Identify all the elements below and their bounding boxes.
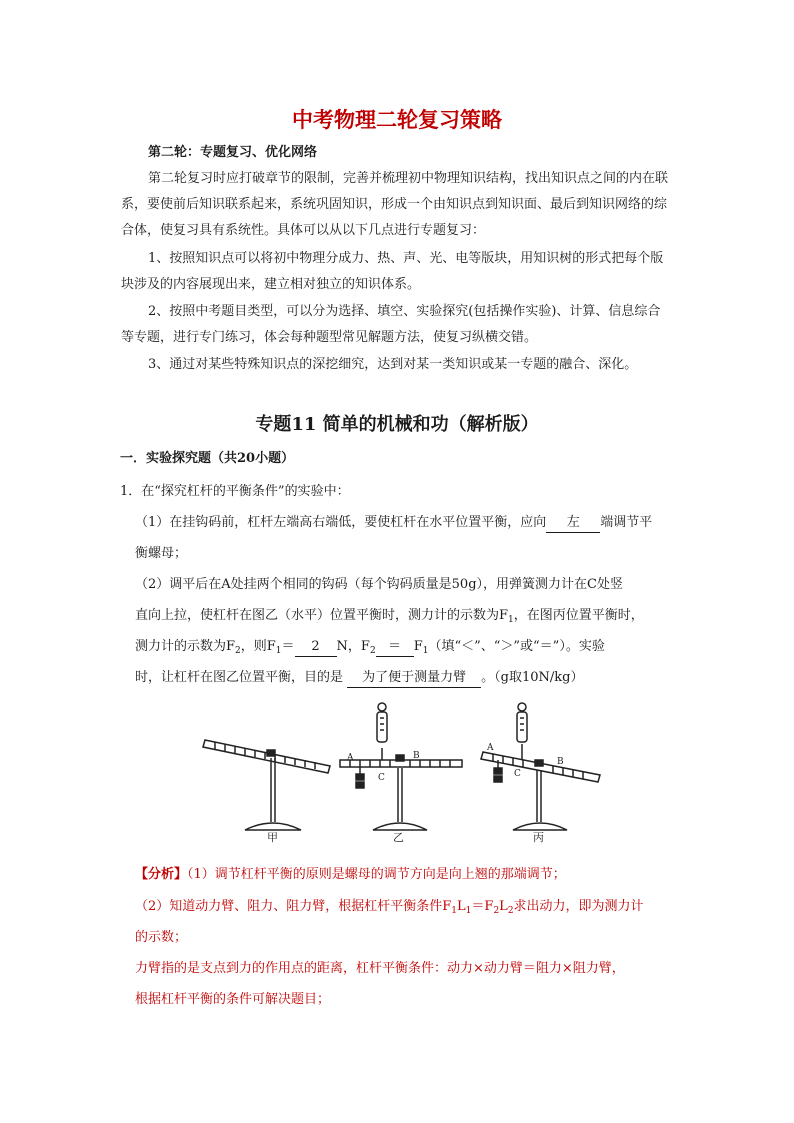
- page-title: 中考物理二轮复习策略: [292, 107, 502, 132]
- analysis-line5: 根据杠杆平衡的条件可解决题目；: [135, 992, 331, 1007]
- q1-part2-line2: [135, 607, 644, 626]
- intro-subtitle: 第二轮：专题复习、优化网络: [148, 145, 318, 160]
- subscript: 1: [508, 615, 514, 625]
- subscript: 1: [465, 906, 472, 916]
- subscript: 2: [369, 646, 376, 656]
- intro-p1-line2: 系，要使前后知识联系起来，系统巩固知识，形成一个由知识点到知识面、最后到知识网络的综: [121, 197, 668, 212]
- intro-p2-line2: 块涉及的内容展现出来，建立相对独立的知识体系。: [121, 277, 421, 292]
- q1-part2-line3: [135, 638, 605, 657]
- analysis-text: L: [457, 899, 466, 914]
- q1-text: ，则F: [240, 639, 276, 654]
- q1-part2-text: 直向上拉，使杠杆在图乙（水平）位置平衡时，测力计的示数为F: [135, 608, 509, 623]
- answer-blank-1: 左: [546, 514, 600, 533]
- intro-p1-line1: 第二轮复习时应打破章节的限制，完善并梳理初中物理知识结构，找出知识点之间的内在联: [148, 171, 669, 186]
- analysis-text: （2）知道动力臂、阻力、阻力臂，根据杠杆平衡条件F: [135, 899, 452, 914]
- lever-yi: [340, 703, 462, 830]
- analysis-line3: 的示数；: [135, 930, 188, 945]
- answer-blank-4: 为了便于测量力臂: [347, 669, 481, 688]
- subscript: 1: [275, 646, 282, 656]
- analysis-text: 求出动力，即为测力计: [513, 899, 644, 914]
- intro-p2-line1: 1、按照知识点可以将初中物理分成力、热、声、光、电等版块，用知识树的形式把每个版: [148, 251, 664, 266]
- analysis-tag: 【分析】: [135, 867, 188, 882]
- label-c-bing: C: [514, 769, 521, 779]
- label-b-bing: B: [557, 757, 564, 767]
- lever-jia: [203, 740, 330, 830]
- label-bing: 丙: [533, 831, 544, 844]
- q1-text: 。（g取10N/kg）: [481, 670, 584, 685]
- q1-part1-line2: 衡螺母；: [135, 546, 188, 561]
- q1-text: 测力计的示数为F: [135, 639, 236, 654]
- analysis-line4: 力臂指的是支点到力的作用点的距离，杠杆平衡条件：动力×动力臂＝阻力×阻力臂，: [135, 961, 625, 976]
- label-b-yi: B: [413, 751, 420, 761]
- answer-blank-3: ＝: [376, 638, 414, 657]
- label-yi: 乙: [393, 831, 404, 844]
- intro-p3-line1: 2、按照中考题目类型，可以分为选择、填空、实验探究(包括操作实验)、计算、信息综合: [148, 304, 661, 319]
- subscript: 1: [451, 906, 458, 916]
- q1-part1-text: （1）在挂钩码前，杠杆左端高右端低，要使杠杆在水平位置平衡，应向: [135, 515, 547, 530]
- lever-figure: [195, 700, 615, 845]
- lever-bing: [481, 703, 600, 830]
- label-c-yi: C: [378, 773, 385, 783]
- subscript: 2: [235, 646, 241, 656]
- q1-text: N，F: [336, 639, 370, 654]
- subscript: 2: [493, 906, 500, 916]
- label-jia: 甲: [267, 831, 278, 844]
- q1-part2-line4: [135, 669, 583, 688]
- q1-part2-line1: （2）调平后在A处挂两个相同的钩码（每个钩码质量是50g），用弹簧测力计在C处竖: [135, 577, 623, 592]
- intro-p1-line3: 合体，使复习具有系统性。具体可以从以下几点进行专题复习：: [121, 223, 486, 238]
- analysis-text: （1）调节杠杆平衡的原则是螺母的调节方向是向上翘的那端调节；: [187, 867, 566, 882]
- q1-stem: 1．在“探究杠杆的平衡条件”的实验中：: [120, 484, 350, 499]
- intro-p3-line2: 等专题，进行专门练习，体会每种题型常见解题方法，使复习纵横交错。: [121, 330, 538, 345]
- q1-part2-text-b: ，在图丙位置平衡时，: [513, 608, 644, 623]
- subscript: 2: [507, 906, 514, 916]
- q1-text: ＝: [281, 639, 295, 654]
- label-a-yi: A: [347, 753, 354, 763]
- label-a-bing: A: [487, 743, 494, 753]
- subscript: 1: [422, 646, 429, 656]
- topic-title: 专题11 简单的机械和功（解析版）: [255, 414, 539, 435]
- q1-text: F: [413, 639, 423, 654]
- q1-text: 时，让杠杆在图乙位置平衡，目的是: [135, 670, 344, 685]
- section-heading: 一．实验探究题（共20小题）: [120, 451, 295, 466]
- analysis-line2: [135, 898, 644, 917]
- answer-blank-2: 2: [295, 638, 337, 657]
- q1-part1-text-b: 端调节平: [600, 515, 653, 530]
- analysis-line1: [135, 866, 566, 884]
- analysis-text: ＝F: [471, 899, 494, 914]
- analysis-text: L: [499, 899, 508, 914]
- intro-p4: 3、通过对某些特殊知识点的深挖细究，达到对某一类知识或某一专题的融合、深化。: [148, 357, 638, 372]
- q1-part1-line1: [135, 514, 652, 533]
- q1-text: （填“＜”、“＞”或“＝”）。实验: [428, 639, 605, 654]
